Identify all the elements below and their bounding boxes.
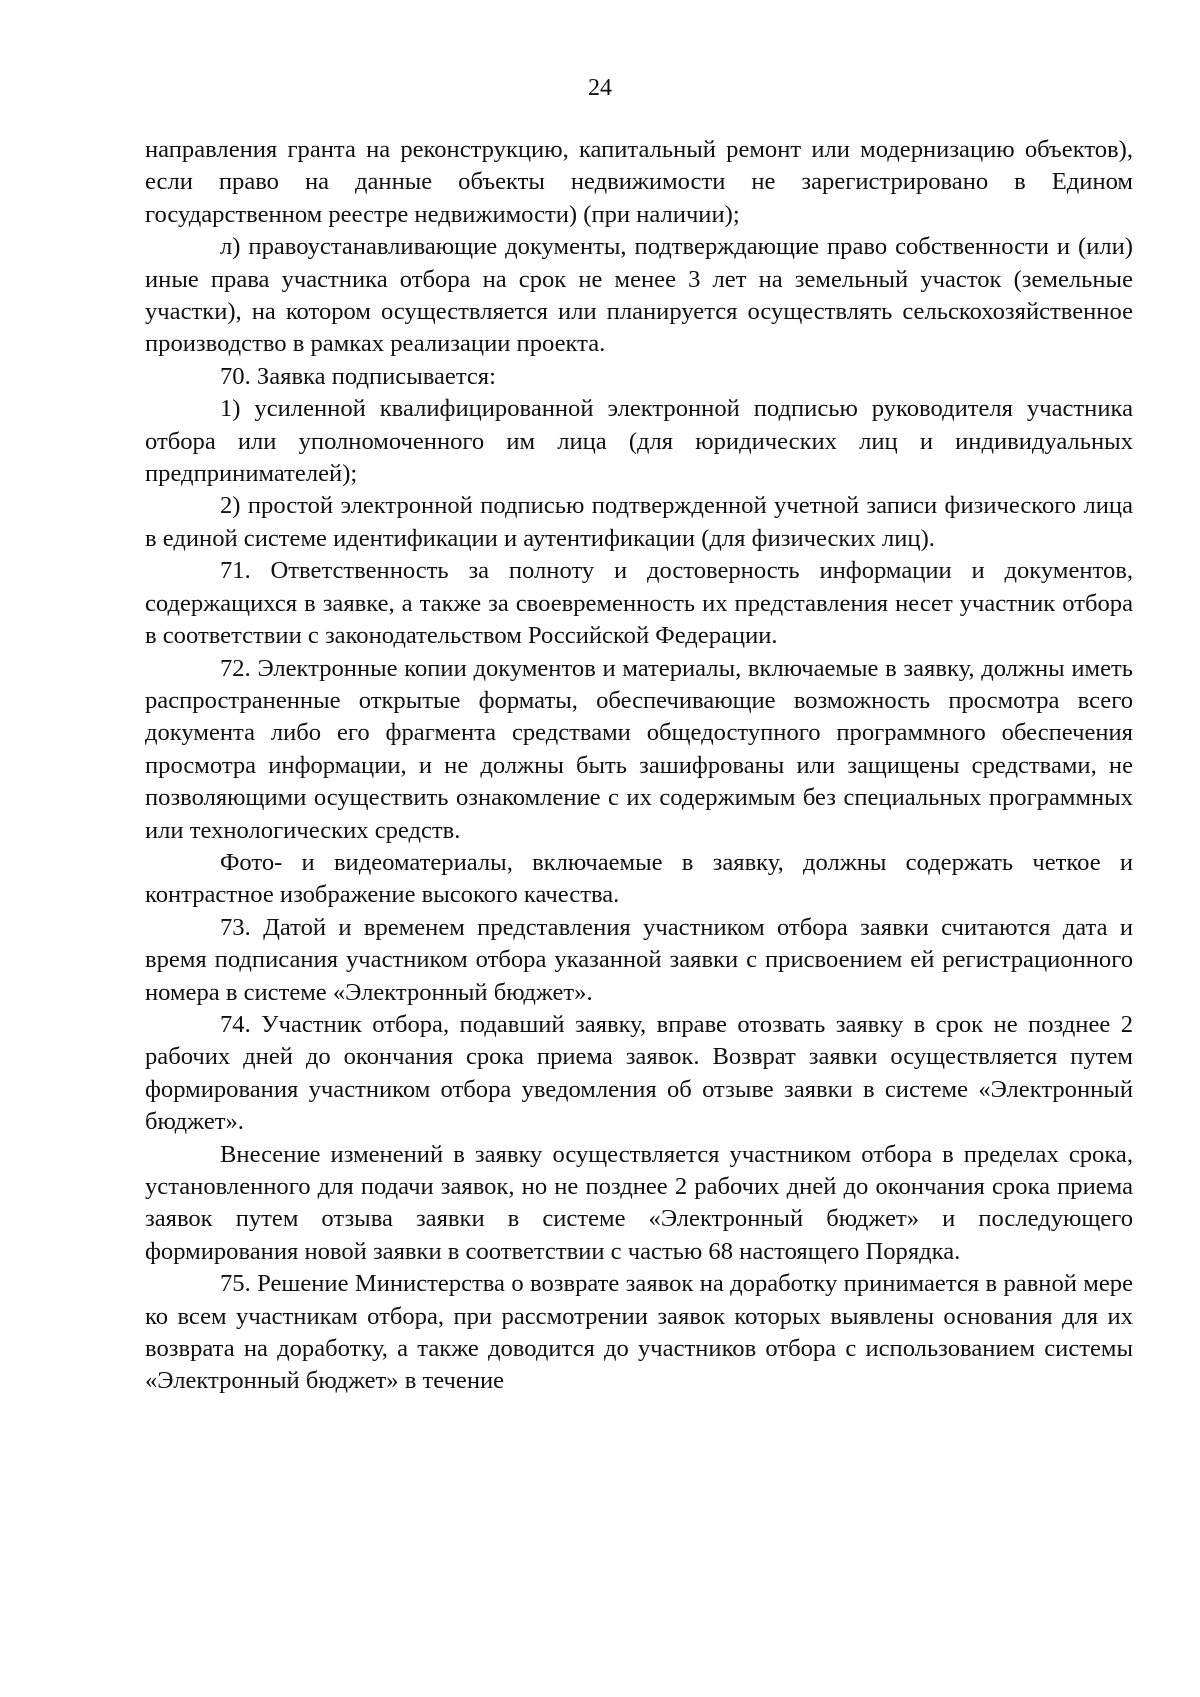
paragraph-74: 74. Участник отбора, подавший заявку, вправе отозвать заявку в срок не позднее 2 рабочих дней до окончания срока приема заявок. Возврат заявки осуществляется путем формирования участником отбора уведомления об отзыве заявки в системе «Электронный бюджет». bbox=[145, 1010, 1133, 1136]
paragraph-70-2: 2) простой электронной подписью подтвержденной учетной записи физического лица в единой системе идентификации и аутентификации (для физических лиц). bbox=[145, 492, 1133, 552]
paragraph-74-changes: Внесение изменений в заявку осуществляется участником отбора в пределах срока, установленного для подачи заявок, но не позднее 2 рабочих дней до окончания срока приема заявок путем отзыва заявки в системе «Электронный бюджет» и последующего формирования новой заявки в соответствии с частью 68 настоящего Порядка. bbox=[145, 1140, 1133, 1265]
paragraph-71: 71. Ответственность за полноту и достоверность информации и документов, содержащихся в заявке, а также за своевременность их представления несет участник отбора в соответствии с законодательством Российской Федерации. bbox=[145, 557, 1133, 650]
page-number: 24 bbox=[588, 75, 612, 101]
paragraph-item-l: л) правоустанавливающие документы, подтверждающие право собственности и (или) иные права участника отбора на срок не менее 3 лет на земельный участок (земельные участки), на котором осуществляется или планируется осуществлять сельскохозяйственное производство в рамках реализации проекта. bbox=[145, 233, 1133, 358]
paragraph-72-media: Фото- и видеоматериалы, включаемые в заявку, должны содержать четкое и контрастное изображение высокого качества. bbox=[145, 848, 1133, 909]
paragraph-continuation: направления гранта на реконструкцию, капитальный ремонт или модернизацию объектов), если право на данные объекты недвижимости не зарегистрировано в Едином государственном реестре недвижимости) (при наличии); bbox=[145, 136, 1133, 228]
paragraph-72: 72. Электронные копии документов и материалы, включаемые в заявку, должны иметь распространенные открытые форматы, обеспечивающие возможность просмотра всего документа либо его фрагмента средствами общедоступного программного обеспечения просмотра информации, и не должны быть зашифрованы или защищены средствами, не позволяющими осуществить ознакомление с их содержимым без специальных программных или технологических средств. bbox=[145, 654, 1133, 844]
paragraph-70: 70. Заявка подписывается: bbox=[220, 362, 496, 390]
paragraph-73: 73. Датой и временем представления участником отбора заявки считаются дата и время подписания участником отбора указанной заявки с присвоением ей регистрационного номера в системе «Электронный бюджет». bbox=[145, 913, 1133, 1006]
paragraph-75: 75. Решение Министерства о возврате заявок на доработку принимается в равной мере ко всем участникам отбора, при рассмотрении заявок которых выявлены основания для их возврата на доработку, а также доводится до участников отбора с использованием системы «Электронный бюджет» в течение bbox=[145, 1270, 1133, 1395]
document-body bbox=[145, 134, 1133, 1398]
paragraph-70-1: 1) усиленной квалифицированной электронной подписью руководителя участника отбора или уполномоченного им лица (для юридических лиц и индивидуальных предпринимателей); bbox=[145, 395, 1133, 488]
